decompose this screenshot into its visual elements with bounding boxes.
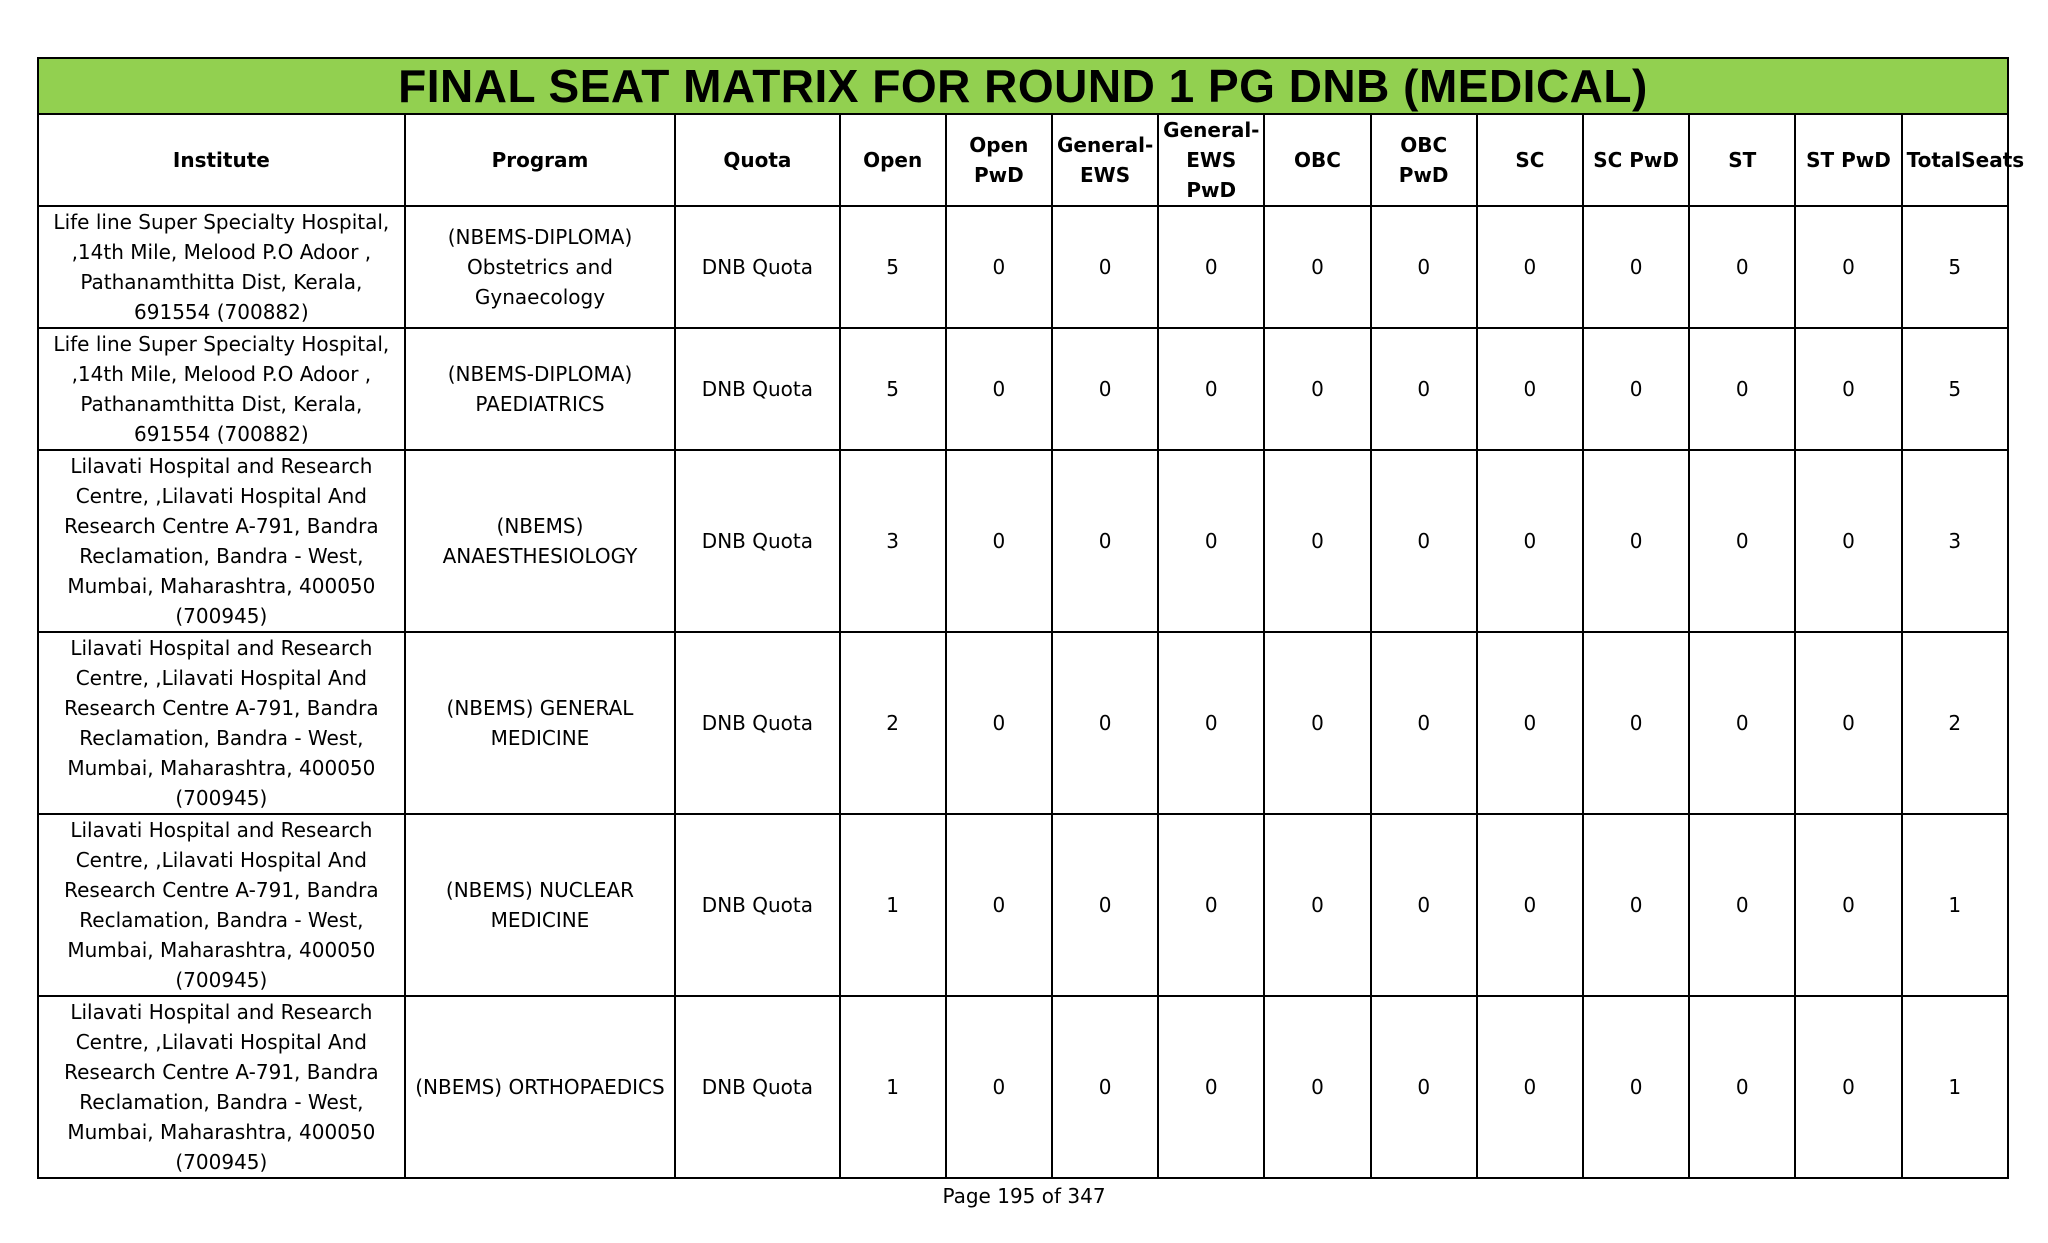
table-row (38, 328, 2008, 450)
cell-open: 5 (840, 328, 946, 450)
cell-obc-pwd: 0 (1371, 450, 1477, 632)
cell-quota: DNB Quota (675, 450, 839, 632)
cell-general-ews-pwd: 0 (1158, 206, 1264, 328)
cell-institute: Life line Super Specialty Hospital, ,14th Mile, Melood P.O Adoor , Pathanamthitta Dist, Kerala, 691554 (700882) (38, 328, 405, 450)
header-general-ews: General-EWS (1052, 114, 1158, 206)
table-row (38, 814, 2008, 996)
cell-st-pwd: 0 (1795, 206, 1901, 328)
cell-institute: Lilavati Hospital and Research Centre, ,Lilavati Hospital And Research Centre A-791, Bandra Reclamation, Bandra - West, Mumbai, Maharashtra, 400050 (700945) (38, 814, 405, 996)
header-quota: Quota (675, 114, 839, 206)
cell-total-seats: 5 (1902, 328, 2008, 450)
cell-sc-pwd: 0 (1583, 450, 1689, 632)
cell-open: 3 (840, 450, 946, 632)
header-total-seats: TotalSeats (1902, 114, 2008, 206)
cell-open-pwd: 0 (946, 328, 1052, 450)
header-row (38, 114, 2008, 206)
cell-sc-pwd: 0 (1583, 206, 1689, 328)
cell-general-ews: 0 (1052, 450, 1158, 632)
cell-total-seats: 2 (1902, 632, 2008, 814)
cell-st: 0 (1689, 328, 1795, 450)
cell-sc: 0 (1477, 632, 1583, 814)
cell-general-ews-pwd: 0 (1158, 814, 1264, 996)
cell-quota: DNB Quota (675, 814, 839, 996)
cell-st-pwd: 0 (1795, 996, 1901, 1178)
seat-matrix-table (37, 57, 2025, 1179)
cell-sc-pwd: 0 (1583, 996, 1689, 1178)
cell-st: 0 (1689, 996, 1795, 1178)
cell-obc: 0 (1264, 632, 1370, 814)
cell-program: (NBEMS) NUCLEAR MEDICINE (405, 814, 676, 996)
cell-obc: 0 (1264, 450, 1370, 632)
cell-institute: Life line Super Specialty Hospital, ,14th Mile, Melood P.O Adoor , Pathanamthitta Dist, Kerala, 691554 (700882) (38, 206, 405, 328)
cell-general-ews: 0 (1052, 328, 1158, 450)
header-sc: SC (1477, 114, 1583, 206)
cell-total-seats: 1 (1902, 996, 2008, 1178)
cell-open-pwd: 0 (946, 996, 1052, 1178)
cell-total-seats: 5 (1902, 206, 2008, 328)
cell-obc: 0 (1264, 814, 1370, 996)
cell-program: (NBEMS) ORTHOPAEDICS (405, 996, 676, 1178)
cell-open-pwd: 0 (946, 814, 1052, 996)
cell-quota: DNB Quota (675, 328, 839, 450)
cell-sc-pwd: 0 (1583, 632, 1689, 814)
table-row (38, 996, 2008, 1178)
cell-general-ews: 0 (1052, 632, 1158, 814)
cell-total-seats: 1 (1902, 814, 2008, 996)
header-obc-pwd: OBC PwD (1371, 114, 1477, 206)
cell-quota: DNB Quota (675, 996, 839, 1178)
cell-st: 0 (1689, 450, 1795, 632)
cell-obc-pwd: 0 (1371, 328, 1477, 450)
cell-st: 0 (1689, 206, 1795, 328)
cell-sc-pwd: 0 (1583, 814, 1689, 996)
header-sc-pwd: SC PwD (1583, 114, 1689, 206)
cell-sc: 0 (1477, 206, 1583, 328)
cell-program: (NBEMS) ANAESTHESIOLOGY (405, 450, 676, 632)
cell-st-pwd: 0 (1795, 632, 1901, 814)
seat-matrix-sheet (37, 57, 2025, 1179)
header-general-ews-pwd: General-EWS PwD (1158, 114, 1264, 206)
cell-program: (NBEMS-DIPLOMA) PAEDIATRICS (405, 328, 676, 450)
cell-st: 0 (1689, 632, 1795, 814)
cell-open: 5 (840, 206, 946, 328)
cell-open: 1 (840, 996, 946, 1178)
cell-general-ews: 0 (1052, 996, 1158, 1178)
cell-obc: 0 (1264, 206, 1370, 328)
cell-st-pwd: 0 (1795, 450, 1901, 632)
cell-program: (NBEMS-DIPLOMA) Obstetrics and Gynaecology (405, 206, 676, 328)
cell-program: (NBEMS) GENERAL MEDICINE (405, 632, 676, 814)
table-row (38, 206, 2008, 328)
cell-institute: Lilavati Hospital and Research Centre, ,Lilavati Hospital And Research Centre A-791, Bandra Reclamation, Bandra - West, Mumbai, Maharashtra, 400050 (700945) (38, 450, 405, 632)
cell-st-pwd: 0 (1795, 328, 1901, 450)
cell-general-ews-pwd: 0 (1158, 632, 1264, 814)
cell-open-pwd: 0 (946, 206, 1052, 328)
cell-institute: Lilavati Hospital and Research Centre, ,Lilavati Hospital And Research Centre A-791, Bandra Reclamation, Bandra - West, Mumbai, Maharashtra, 400050 (700945) (38, 996, 405, 1178)
cell-quota: DNB Quota (675, 206, 839, 328)
cell-st: 0 (1689, 814, 1795, 996)
cell-obc-pwd: 0 (1371, 206, 1477, 328)
cell-general-ews-pwd: 0 (1158, 996, 1264, 1178)
header-st-pwd: ST PwD (1795, 114, 1901, 206)
header-program: Program (405, 114, 676, 206)
page-title: FINAL SEAT MATRIX FOR ROUND 1 PG DNB (MEDICAL) (38, 58, 2008, 114)
table-row (38, 632, 2008, 814)
cell-sc: 0 (1477, 450, 1583, 632)
cell-obc-pwd: 0 (1371, 996, 1477, 1178)
table-body (38, 206, 2008, 1178)
cell-general-ews-pwd: 0 (1158, 328, 1264, 450)
cell-open: 1 (840, 814, 946, 996)
header-open-pwd: Open PwD (946, 114, 1052, 206)
header-obc: OBC (1264, 114, 1370, 206)
cell-obc: 0 (1264, 996, 1370, 1178)
cell-st-pwd: 0 (1795, 814, 1901, 996)
cell-sc: 0 (1477, 996, 1583, 1178)
cell-sc-pwd: 0 (1583, 328, 1689, 450)
cell-sc: 0 (1477, 328, 1583, 450)
table-row (38, 450, 2008, 632)
cell-obc: 0 (1264, 328, 1370, 450)
cell-obc-pwd: 0 (1371, 632, 1477, 814)
cell-open-pwd: 0 (946, 450, 1052, 632)
cell-general-ews: 0 (1052, 814, 1158, 996)
cell-open: 2 (840, 632, 946, 814)
cell-institute: Lilavati Hospital and Research Centre, ,Lilavati Hospital And Research Centre A-791, Bandra Reclamation, Bandra - West, Mumbai, Maharashtra, 400050 (700945) (38, 632, 405, 814)
cell-general-ews-pwd: 0 (1158, 450, 1264, 632)
cell-sc: 0 (1477, 814, 1583, 996)
header-st: ST (1689, 114, 1795, 206)
cell-quota: DNB Quota (675, 632, 839, 814)
cell-general-ews: 0 (1052, 206, 1158, 328)
header-open: Open (840, 114, 946, 206)
cell-obc-pwd: 0 (1371, 814, 1477, 996)
cell-open-pwd: 0 (946, 632, 1052, 814)
page-footer: Page 195 of 347 (942, 1184, 1106, 1208)
cell-total-seats: 3 (1902, 450, 2008, 632)
header-institute: Institute (38, 114, 405, 206)
